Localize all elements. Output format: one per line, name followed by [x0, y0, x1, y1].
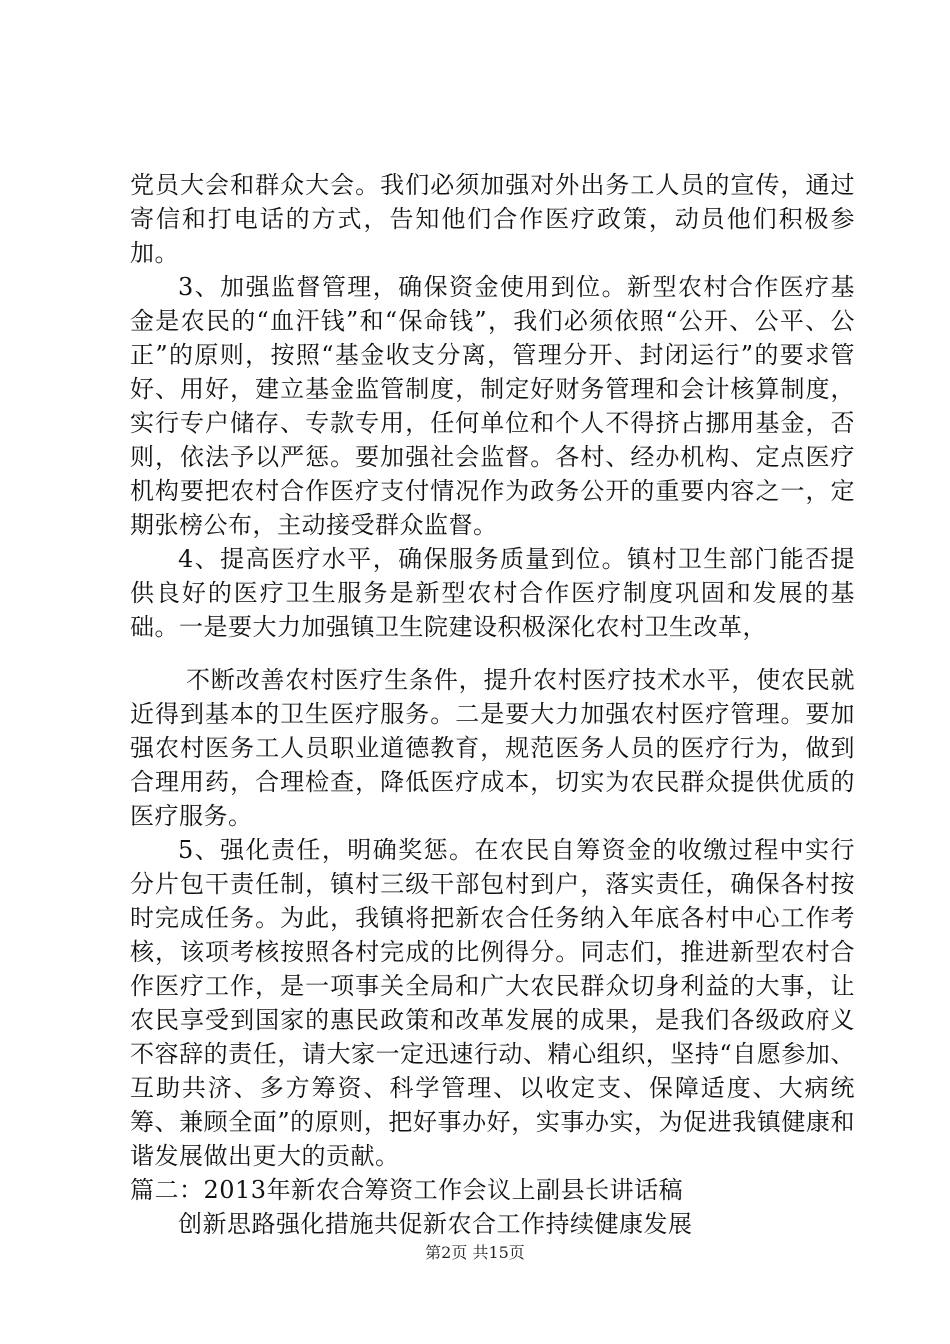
paragraph-continued: 党员大会和群众大会。我们必须加强对外出务工人员的宣传，通过寄信和打电话的方式，告知他们合作医疗政策，动员他们积极参加。 [130, 171, 855, 267]
paragraph-5: 5、强化责任，明确奖惩。在农民自筹资金的收缴过程中实行分片包干责任制，镇村三级干部包村到户，落实责任，确保各村按时完成任务。为此，我镇将把新农合任务纳入年底各村中心工作考核，该项考核按照各村完成的比例得分。同志们，推进新型农村合作医疗工作，是一项事关全局和广大农民群众切身利益的大事，让农民享受到国家的惠民政策和改革发展的成果，是我们各级政府义不容辞的责任，请大家一定迅速行动、精心组织，坚持“自愿参加、互助共济、多方筹资、科学管理、以收定支、保障适度、大病统筹、兼顾全面”的原则，把好事办好，实事办实，为促进我镇健康和谐发展做出更大的贡献。 [130, 836, 855, 1170]
paragraph-4-continued: 不断改善农村医疗生条件，提升农村医疗技术水平，使农民就近得到基本的卫生医疗服务。二是要大力加强农村医疗管理。要加强农村医务工人员职业道德教育，规范医务人员的医疗行为，做到合理用药，合理检查，降低医疗成本，切实为农民群众提供优质的医疗服务。 [130, 666, 855, 830]
paragraph-3: 3、加强监督管理，确保资金使用到位。新型农村合作医疗基金是农民的“血汗钱”和“保命钱”，我们必须依照“公开、公平、公正”的原则，按照“基金收支分离，管理分开、封闭运行”的要求管好、用好，建立基金监管制度，制定好财务管理和会计核算制度，实行专户储存、专款专用，任何单位和个人不得挤占挪用基金，否则，依法予以严惩。要加强社会监督。各村、经办机构、定点医疗机构要把农村合作医疗支付情况作为政务公开的重要内容之一，定期张榜公布，主动接受群众监督。 [130, 273, 855, 539]
text-block-lower [130, 663, 855, 1241]
page-number-footer: 第2页 共15页 [425, 1243, 525, 1262]
paragraph-4: 4、提高医疗水平，确保服务质量到位。镇村卫生部门能否提供良好的医疗卫生服务是新型农村合作医疗制度巩固和发展的基础。一是要大力加强镇卫生院建设积极深化农村卫生改革， [130, 545, 855, 641]
text-block-upper [130, 168, 855, 644]
section-heading: 篇二：2013年新农合筹资工作会议上副县长讲话稿 [130, 1176, 684, 1204]
section-subtitle: 创新思路强化措施共促新农合工作持续健康发展 [178, 1210, 693, 1238]
